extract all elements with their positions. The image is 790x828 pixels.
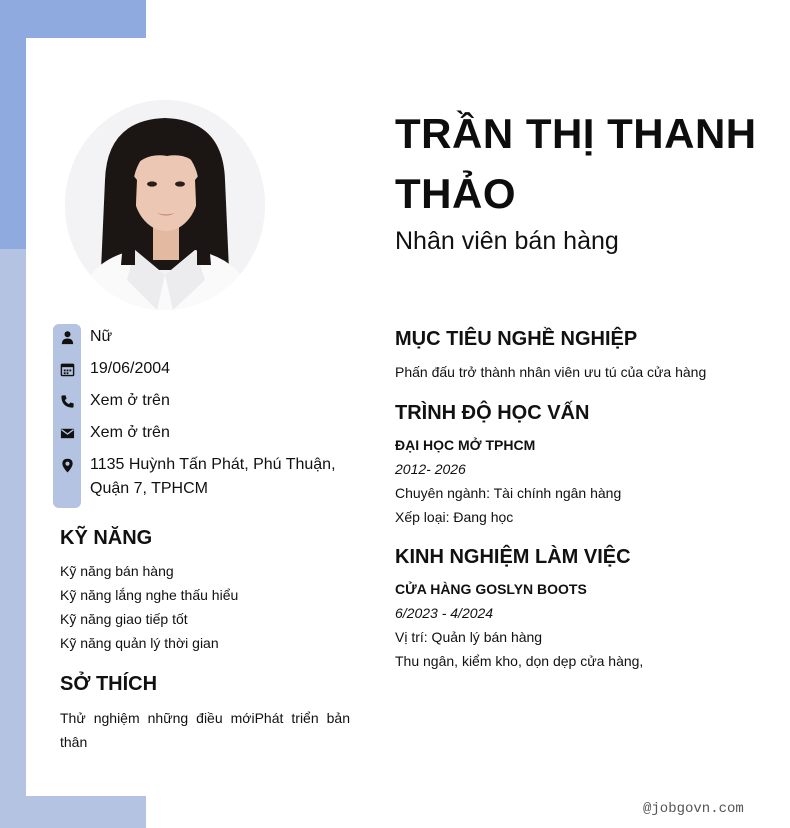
experience-heading: KINH NGHIỆM LÀM VIỆC (395, 546, 631, 568)
skill-item: Kỹ năng giao tiếp tốt (60, 611, 188, 627)
contact-phone (53, 389, 353, 413)
job-title: Nhân viên bán hàng (395, 227, 619, 255)
gender-value: Nữ (90, 328, 113, 345)
phone-value: Xem ở trên (90, 392, 170, 409)
address-value: 1135 Huỳnh Tấn Phát, Phú Thuận, Quận 7, TPHCM (90, 456, 336, 497)
experience-duties: Thu ngân, kiểm kho, dọn dẹp cửa hàng, (395, 653, 644, 669)
avatar (65, 100, 265, 310)
location-pin-icon (53, 453, 81, 477)
education-status: Xếp loại: Đang học (395, 509, 514, 525)
contact-birthdate (53, 357, 353, 381)
experience-position: Vị trí: Quản lý bán hàng (395, 629, 543, 645)
education-major: Chuyên ngành: Tài chính ngân hàng (395, 485, 622, 501)
email-value: Xem ở trên (90, 424, 170, 441)
hobbies-heading: SỞ THÍCH (60, 673, 158, 695)
education-heading: TRÌNH ĐỘ HỌC VẤN (395, 402, 590, 424)
education-school: ĐẠI HỌC MỞ TPHCM (395, 437, 536, 453)
experience-period: 6/2023 - 4/2024 (395, 605, 494, 621)
experience-company: CỬA HÀNG GOSLYN BOOTS (395, 581, 587, 597)
avatar-photo (65, 100, 265, 310)
person-icon (53, 325, 81, 349)
mail-icon (53, 421, 81, 445)
objective-heading: MỤC TIÊU NGHỀ NGHIỆP (395, 328, 638, 350)
hobbies-text: Thử nghiệm những điều mớiPhát triển bản thân (60, 710, 350, 750)
watermark: @jobgovn.com (643, 801, 744, 817)
skill-item: Kỹ năng quản lý thời gian (60, 635, 219, 651)
candidate-name: TRẦN THỊ THANH THẢO (395, 110, 757, 217)
skills-heading: KỸ NĂNG (60, 527, 153, 549)
contact-email (53, 421, 353, 445)
birthdate-value: 19/06/2004 (90, 360, 171, 377)
skill-item: Kỹ năng lắng nghe thấu hiểu (60, 587, 239, 603)
contact-gender (53, 325, 353, 349)
phone-icon (53, 389, 81, 413)
objective-text: Phấn đấu trở thành nhân viên ưu tú của cửa hàng (395, 364, 707, 380)
calendar-icon (53, 357, 81, 381)
contact-address (53, 453, 353, 501)
education-period: 2012- 2026 (395, 461, 466, 477)
skill-item: Kỹ năng bán hàng (60, 563, 174, 579)
